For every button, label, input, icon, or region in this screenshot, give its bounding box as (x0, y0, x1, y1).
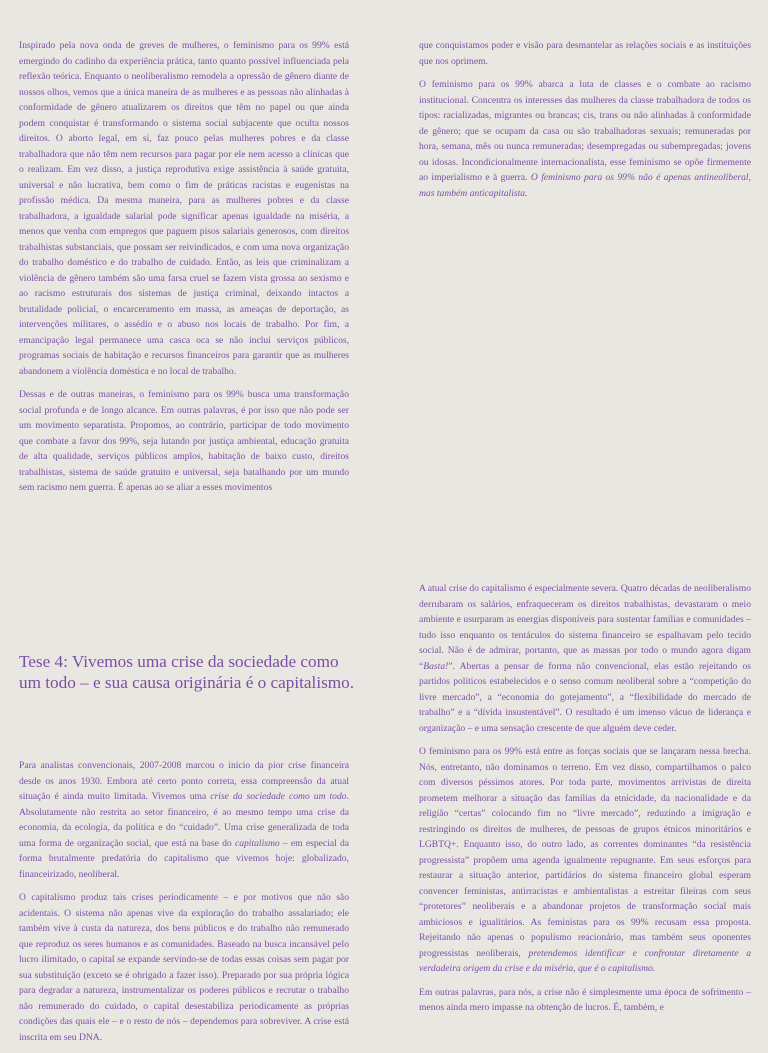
text-run: O feminismo para os 99% está entre as forças sociais que se lançaram nessa brecha. Nós, entretanto, não dominamos o terreno. Em vez disso, compartilhamos o palco com diversos péssimos atores. Por toda parte, movimentos arrivistas de direita prometem melhorar a situação das famílias da etnicidade, da nacionalidade e da religião “certas” colocando fim no “livre mercado”, reduzindo a imigração e restringindo os direitos de mulheres, de pessoas de grupos étnicos minoritários e LGBTQ+. Enquanto isso, do outro lado, as correntes dominantes “da resistência progressista” propõem uma agenda igualmente repugnante. Em seus esforços para restaurar a situação anterior, partidários do sistema financeiro global esperam convencer feministas, antirracistas e ambientalistas a estreitar fileiras com seus “protetores” neoliberais e a abandonar projetos de transformação social mais ambiciosos e igualitários. As feministas para os 99% recusam essa proposta. Rejeitando não apenas o populismo reacionário, mas também seus oponentes progressistas neoliberais, (419, 746, 751, 959)
right-column-bottom (419, 581, 751, 1024)
text-run: ”. Abertas a pensar de forma não convencional, elas estão rejeitando os partidos políticos estabelecidos e o senso comum neoliberal sobre a “competição do livre mercado”, a “economia do gotejamento”, a “flexibilidade do mercado de trabalho” e a “dívida insustentável”. O resultado é um imenso vácuo de liderança e organização – e uma sensação crescente de que alguém deve ceder. (419, 660, 751, 734)
italic-emphasis: O feminismo para os 99% não é apenas antineoliberal, mas também anticapitalista. (419, 172, 751, 199)
italic-emphasis: Basta! (423, 660, 449, 672)
paragraph-crisis-meaning: Em outras palavras, para nós, a crise não é simplesmente uma época de sofrimento – menos ainda mero impasse na obtenção de lucros. É, também, e (419, 986, 751, 1013)
paragraph-crisis-society (19, 758, 349, 882)
left-column-top (19, 38, 349, 504)
right-column-top (419, 38, 751, 209)
text-run: – em especial da forma brutalmente predatória do capitalismo que vivemos hoje: globalizado, financeirizado, neoliberal. (19, 837, 350, 880)
paragraph-feminism-practice: Inspirado pela nova onda de greves de mulheres, o feminismo para os 99% está emergindo do cadinho da experiência prática, tanto quanto possível influenciada pela reflexão teórica. Enquanto o neoliberalismo remodela a opressão de gênero diante de nossos olhos, vemos que a única maneira de as mulheres e as pessoas não alinhadas à conformidade de gênero atualizarem os direitos que têm no papel ou que ainda podem conquistar é transformando o sistema social subjacente que oculta nossos direitos. O aborto legal, em si, faz pouco pelas mulheres pobres e da classe trabalhadora que não têm nem recursos para pagar por ele nem acesso a clínicas que o realizam. Em vez disso, a justiça reprodutiva exige assistência à saúde gratuita, universal e não lucrativa, bem como o fim de práticas racistas e eugenistas na profissão médica. Da mesma maneira, para as mulheres pobres e da classe trabalhadora, a igualdade salarial pode significar apenas igualdade na miséria, a menos que venha com empregos que paguem pisos salariais generosos, com direitos trabalhistas substanciais, que possam ser reivindicados, e com uma nova organização do trabalho doméstico e do trabalho de cuidado. Então, as leis que criminalizam a violência de gênero também são uma farsa cruel se fazem vista grossa ao sexismo e ao racismo estruturais dos sistemas de justiça criminal, deixando intactos a brutalidade policial, o encarceramento em massa, as ameaças de deportação, as intervenções militares, o assédio e o abuso nos locais de trabalho. Por fim, a emancipação legal permanece uma casca oca se não inclui serviços públicos, programas sociais de habitação e recursos financeiros para garantir que as mulheres abandonem a violência doméstica e no local de trabalho. (19, 40, 349, 377)
text-run: . Absolutamente não restrita ao setor financeiro, é ao mesmo tempo uma crise da economia, da ecologia, da política e do “cuidado”. Uma crise generalizada de toda uma forma de organização social, que está na base do (19, 791, 349, 849)
paragraph-class-struggle (419, 77, 751, 201)
left-column-bottom (19, 758, 349, 1053)
italic-emphasis: crise da sociedade como um todo (210, 791, 347, 802)
paragraph-capitalism-crises: O capitalismo produz tais crises periodicamente – e por motivos que não são acidentais. O sistema não apenas vive da exploração do trabalho assalariado; ele também vive à custa da natureza, dos bens públicos e do trabalho não remunerado que reproduz os seres humanos e as comunidades. Baseado na busca incansável pelo lucro ilimitado, o capital se expande servindo-se de todas essas coisas sem pagar por sua substituição (exceto se é obrigado a fazer isso). Preparado por sua própria lógica para degradar a natureza, instrumentalizar os poderes públicos e recrutar o trabalho não remunerado do cuidado, o capital desestabiliza periodicamente as próprias condições das quais ele – e o resto de nós – dependemos para sobreviver. A crise está inscrita em seu DNA. (19, 892, 349, 1043)
thesis-heading: Tese 4: Vivemos uma crise da sociedade como um todo – e sua causa originária é o capitalismo. (19, 652, 355, 692)
text-run: Para analistas convencionais, 2007-2008 marcou o início da pior crise financeira desde os anos 1930. Embora até certo ponto correta, essa compreensão da atual situação é ainda muito limitada. Vivemos uma (19, 760, 349, 802)
text-run: O feminismo para os 99% abarca a luta de classes e o combate ao racismo institucional. Concentra os interesses das mulheres da classe trabalhadora de todos os tipos: racializadas, migrantes ou brancas; cis, trans ou não alinhadas à conformidade de gênero; que se ocupam da casa ou são trabalhadoras sexuais; remuneradas por hora, semana, mês ou nunca remuneradas; desempregadas ou subempregadas; jovens ou idosas. Incondicionalmente internacionalista, esse feminismo se opõe firmemente ao imperialismo e à guerra. (419, 79, 751, 183)
paragraph-social-forces (419, 744, 751, 977)
text-run: A atual crise do capitalismo é especialmente severa. Quatro décadas de neoliberalismo derrubaram os salários, enfraqueceram os direitos trabalhistas, devastaram o meio ambiente e usurparam as energias disponíveis para sustentar famílias e comunidades – tudo isso enquanto os tentáculos do sistema financeiro se espalhavam pelo tecido social. Não é de admirar, portanto, que as massas por todo o mundo agora digam “ (419, 583, 751, 672)
italic-emphasis: capitalismo (234, 837, 280, 849)
paragraph-current-crisis (419, 581, 751, 736)
paragraph-social-transformation: Dessas e de outras maneiras, o feminismo para os 99% busca uma transformação social profunda e de longo alcance. Em outras palavras, é por isso que não pode ser um movimento separatista. Propomos, ao contrário, participar de todo movimento que combate a favor dos 99%, seja lutando por justiça ambiental, educação gratuita de alta qualidade, serviços públicos amplos, habitação de baixo custo, direitos trabalhistas, sistema de saúde gratuito e universal, seja batalhando por um mundo sem racismo nem guerra. É apenas ao se aliar a esses movimentos (19, 389, 349, 493)
paragraph-continuation: que conquistamos poder e visão para desmantelar as relações sociais e as instituições que nos oprimem. (419, 40, 751, 67)
italic-emphasis: pretendemos identificar e confrontar diretamente a verdadeira origem da crise e da miséria, que é o capitalismo. (419, 947, 751, 974)
